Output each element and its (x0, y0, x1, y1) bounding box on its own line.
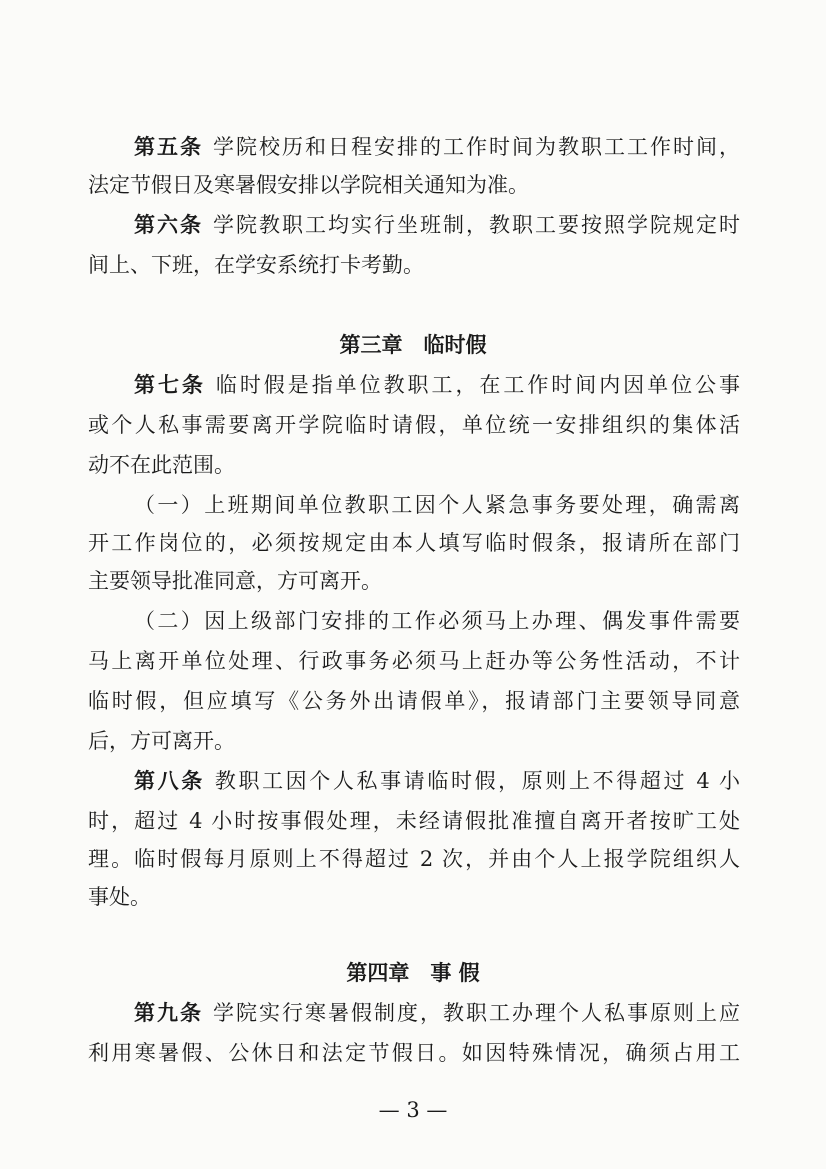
item-2-line-4: 后，方可离开。 (88, 729, 235, 753)
item-2-line-2: 马上离开单位处理、行政事务必须马上赶办等公务性活动，不计 (88, 649, 740, 673)
article-5-line-2: 法定节假日及寒暑假安排以学院相关通知为准。 (88, 173, 529, 197)
article-5-label: 第五条 (134, 135, 203, 159)
article-8-label: 第八条 (134, 769, 205, 793)
article-6-line-1 (134, 210, 740, 240)
article-9-label: 第九条 (134, 1001, 203, 1025)
article-8-line-2: 时，超过 4 小时按事假处理，未经请假批准擅自离开者按旷工处 (88, 809, 740, 833)
chapter-4-heading: 第四章 事 假 (346, 961, 480, 985)
article-7-text-1: 临时假是指单位教职工，在工作时间内因单位公事 (215, 373, 740, 397)
article-7-line-1 (134, 370, 740, 400)
item-1-line-1: （一）上班期间单位教职工因个人紧急事务要处理，确需离 (134, 493, 740, 517)
article-7-line-2: 或个人私事需要离开学院临时请假，单位统一安排组织的集体活 (88, 413, 740, 437)
article-7-line-3: 动不在此范围。 (88, 453, 235, 477)
article-7-label: 第七条 (134, 373, 206, 397)
article-9-text-1: 学院实行寒暑假制度，教职工办理个人私事原则上应 (213, 1001, 740, 1025)
article-8-line-4: 事处。 (88, 885, 151, 909)
article-8-line-1 (134, 766, 740, 796)
article-9-line-1 (134, 998, 740, 1028)
article-6-text-1: 学院教职工均实行坐班制，教职工要按照学院规定时 (213, 213, 740, 237)
item-1-line-2: 开工作岗位的，必须按规定由本人填写临时假条，报请所在部门 (88, 531, 740, 555)
article-9-line-2: 利用寒暑假、公休日和法定节假日。如因特殊情况，确须占用工 (88, 1041, 740, 1065)
article-5-text-1: 学院校历和日程安排的工作时间为教职工工作时间， (213, 135, 740, 159)
item-1-line-3: 主要领导批准同意，方可离开。 (88, 569, 382, 593)
item-2-line-3: 临时假，但应填写《公务外出请假单》，报请部门主要领导同意 (88, 689, 740, 713)
item-2-line-1: （二）因上级部门安排的工作必须马上办理、偶发事件需要 (134, 609, 740, 633)
chapter-3-heading: 第三章 临时假 (339, 333, 487, 357)
article-8-text-1: 教职工因个人私事请临时假，原则上不得超过 4 小 (214, 769, 740, 793)
article-5-line-1 (134, 132, 740, 162)
article-6-line-2: 间上、下班，在学安系统打卡考勤。 (88, 253, 424, 277)
page-number: — 3 — (378, 1098, 448, 1122)
article-8-line-3: 理。临时假每月原则上不得超过 2 次，并由个人上报学院组织人 (88, 847, 740, 871)
article-6-label: 第六条 (134, 213, 203, 237)
